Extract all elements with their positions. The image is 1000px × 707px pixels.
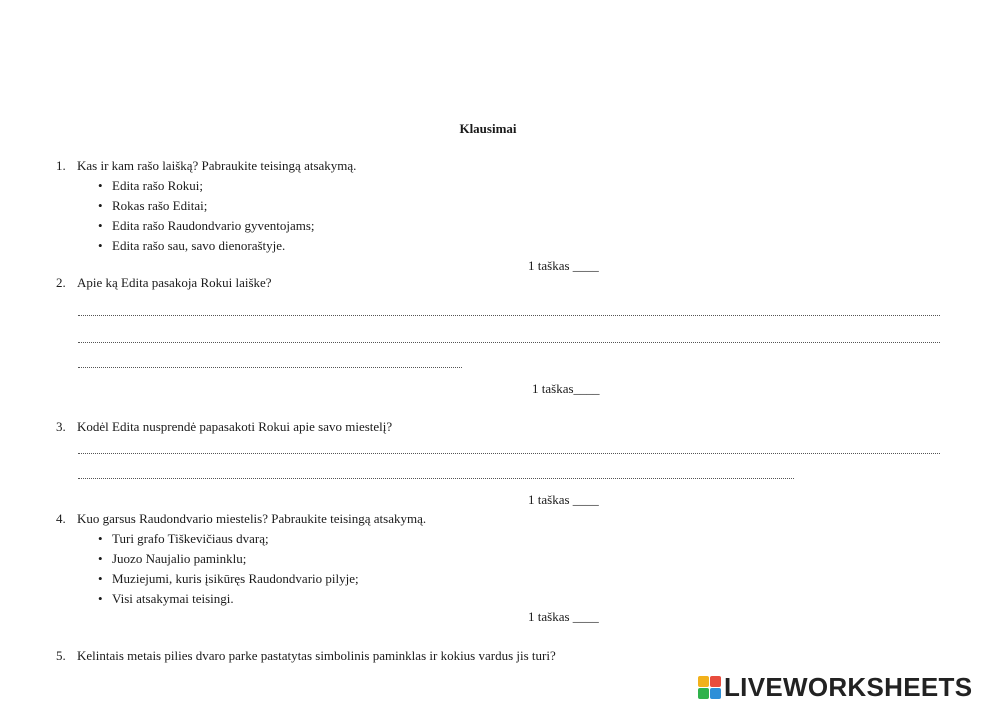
option-label: Edita rašo Rokui; <box>112 178 203 193</box>
question-4 <box>56 511 426 527</box>
bullet-icon: • <box>98 551 103 566</box>
option-label: Juozo Naujalio paminklu; <box>112 551 247 566</box>
bullet-icon: • <box>98 571 103 586</box>
option-4a[interactable] <box>98 531 269 547</box>
question-2 <box>56 275 272 291</box>
score-4[interactable]: 1 taškas ____ <box>528 609 599 624</box>
answer-line-3a[interactable] <box>78 451 940 454</box>
answer-line-2a[interactable] <box>78 313 940 316</box>
worksheet-title: Klausimai <box>459 121 517 136</box>
question-text: Kuo garsus Raudondvario miestelis? Pabraukite teisingą atsakymą. <box>77 511 427 526</box>
option-4b[interactable] <box>98 551 246 567</box>
option-label: Edita rašo sau, savo dienoraštyje. <box>112 238 286 253</box>
logo-square <box>710 688 721 699</box>
bullet-icon: • <box>98 198 103 213</box>
score-3[interactable]: 1 taškas ____ <box>528 492 599 507</box>
question-number: 3. <box>56 419 66 434</box>
question-number: 4. <box>56 511 66 526</box>
answer-line-2b[interactable] <box>78 340 940 343</box>
score-2[interactable]: 1 taškas____ <box>532 381 600 396</box>
option-label: Muziejumi, kuris įsikūręs Raudondvario pilyje; <box>112 571 359 586</box>
option-label: Edita rašo Raudondvario gyventojams; <box>112 218 315 233</box>
liveworksheets-logo[interactable] <box>698 672 972 702</box>
score-1[interactable]: 1 taškas ____ <box>528 258 599 273</box>
question-text: Apie ką Edita pasakoja Rokui laiške? <box>77 275 272 290</box>
logo-square <box>710 676 721 687</box>
logo-square <box>698 676 709 687</box>
logo-square <box>698 688 709 699</box>
bullet-icon: • <box>98 591 103 606</box>
bullet-icon: • <box>98 178 103 193</box>
answer-line-2c[interactable] <box>78 365 462 368</box>
option-label: Rokas rašo Editai; <box>112 198 208 213</box>
option-1c[interactable] <box>98 218 315 234</box>
question-3 <box>56 419 392 435</box>
question-text: Kodėl Edita nusprendė papasakoti Rokui apie savo miestelį? <box>77 419 393 434</box>
option-4d[interactable] <box>98 591 234 607</box>
option-label: Visi atsakymai teisingi. <box>112 591 234 606</box>
option-label: Turi grafo Tiškevičiaus dvarą; <box>112 531 269 546</box>
option-1b[interactable] <box>98 198 207 214</box>
question-text: Kas ir kam rašo laišką? Pabraukite teisingą atsakymą. <box>77 158 357 173</box>
bullet-icon: • <box>98 218 103 233</box>
option-4c[interactable] <box>98 571 359 587</box>
question-number: 5. <box>56 648 66 663</box>
answer-line-3b[interactable] <box>78 476 794 479</box>
question-5 <box>56 648 556 664</box>
question-text: Kelintais metais pilies dvaro parke pastatytas simbolinis paminklas ir kokius vardus jis turi? <box>77 648 556 663</box>
question-number: 2. <box>56 275 66 290</box>
question-number: 1. <box>56 158 66 173</box>
bullet-icon: • <box>98 531 103 546</box>
logo-squares-icon <box>698 676 721 699</box>
option-1d[interactable] <box>98 238 285 254</box>
option-1a[interactable] <box>98 178 203 194</box>
logo-text: LIVEWORKSHEETS <box>724 671 973 702</box>
question-1 <box>56 158 356 174</box>
bullet-icon: • <box>98 238 103 253</box>
